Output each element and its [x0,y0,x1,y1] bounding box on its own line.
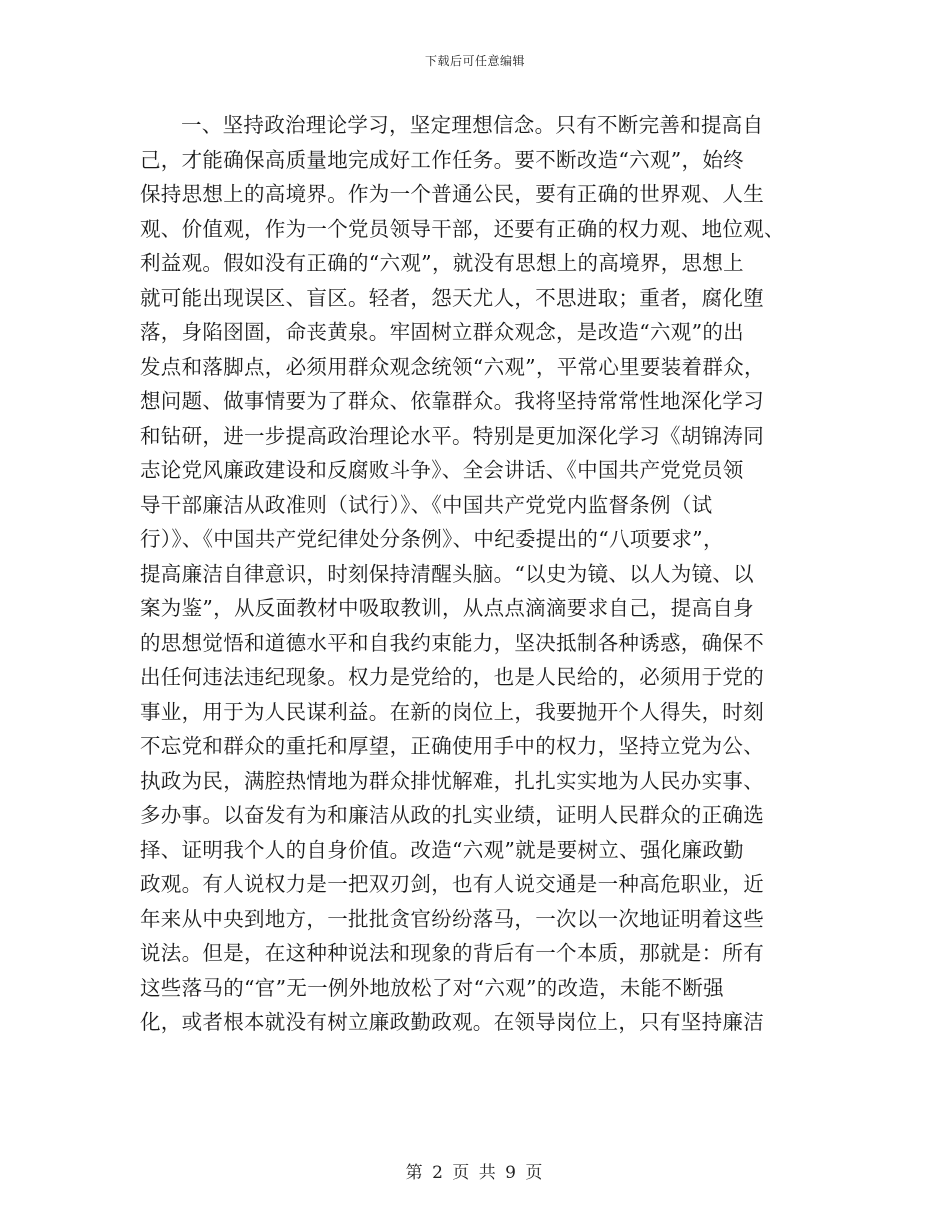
text-line: 想问题、做事情要为了群众、依靠群众。我将坚持常常性地深化学习 [140,389,764,413]
text-line: 就可能出现误区、盲区。轻者，怨天尤人，不思进取；重者，腐化堕 [140,285,764,310]
body-text [140,108,810,1040]
page-number: 第 2 页 共 9 页 [405,1163,545,1183]
text-line: 保持思想上的高境界。作为一个普通公民，要有正确的世界观、人生 [140,182,764,206]
text-line: 事业，用于为人民谋利益。在新的岗位上，我要抛开个人得失，时刻 [140,699,764,724]
text-line: 导干部廉洁从政准则（试行）》、《中国共产党党内监督条例（试 [140,492,713,517]
text-line: 提高廉洁自律意识，时刻保持清醒头脑。“以史为镜、以人为镜、以 [140,561,754,586]
text-line: 观、价值观，作为一个党员领导干部，还要有正确的权力观、地位观、 [140,216,785,241]
text-line: 和钻研，进一步提高政治理论水平。特别是更加深化学习《胡锦涛同 [140,423,764,448]
text-line: 己，才能确保高质量地完成好工作任务。要不断改造“六观”，始终 [140,147,744,172]
text-line: 案为鉴”，从反面教材中吸取教训，从点点滴滴要求自己，提高自身 [140,596,754,620]
text-line: 择、证明我个人的自身价值。改造“六观”就是要树立、强化廉政勤 [140,837,744,862]
text-line: 发点和落脚点，必须用群众观念统领“六观”，平常心里要装着群众， [140,354,765,379]
text-line: 利益观。假如没有正确的“六观”，就没有思想上的高境界，思想上 [140,251,744,275]
text-line: 化，或者根本就没有树立廉政勤政观。在领导岗位上，只有坚持廉洁 [140,1010,764,1034]
text-line: 不忘党和群众的重托和厚望，正确使用手中的权力，坚持立党为公、 [140,734,764,758]
text-line: 的思想觉悟和道德水平和自我约束能力，坚决抵制各种诱惑，确保不 [140,630,764,655]
text-line: 落，身陷囹圄，命丧黄泉。牢固树立群众观念，是改造“六观”的出 [140,320,744,344]
text-line: 执政为民，满腔热情地为群众排忧解难，扎扎实实地为人民办实事、 [140,768,764,793]
text-line: 政观。有人说权力是一把双刃剑，也有人说交通是一种高危职业，近 [140,872,764,896]
text-line: 出任何违法违纪现象。权力是党给的，也是人民给的，必须用于党的 [140,665,764,689]
text-line: 一、坚持政治理论学习，坚定理想信念。只有不断完善和提高自 [181,113,764,137]
text-line: 志论党风廉政建设和反腐败斗争》、全会讲话、《中国共产党党员领 [140,458,744,482]
text-line: 多办事。以奋发有为和廉洁从政的扎实业绩，证明人民群众的正确选 [140,803,764,827]
text-line: 这些落马的“官”无一例外地放松了对“六观”的改造，未能不断强 [140,975,724,1000]
text-line: 说法。但是，在这种种说法和现象的背后有一个本质，那就是：所有 [140,941,764,965]
header-note: 下载后可任意编辑 [424,54,525,68]
text-line: 行）》、《中国共产党纪律处分条例》、中纪委提出的“八项要求”， [140,527,724,551]
text-line: 年来从中央到地方，一批批贪官纷纷落马，一次以一次地证明着这些 [140,906,764,931]
